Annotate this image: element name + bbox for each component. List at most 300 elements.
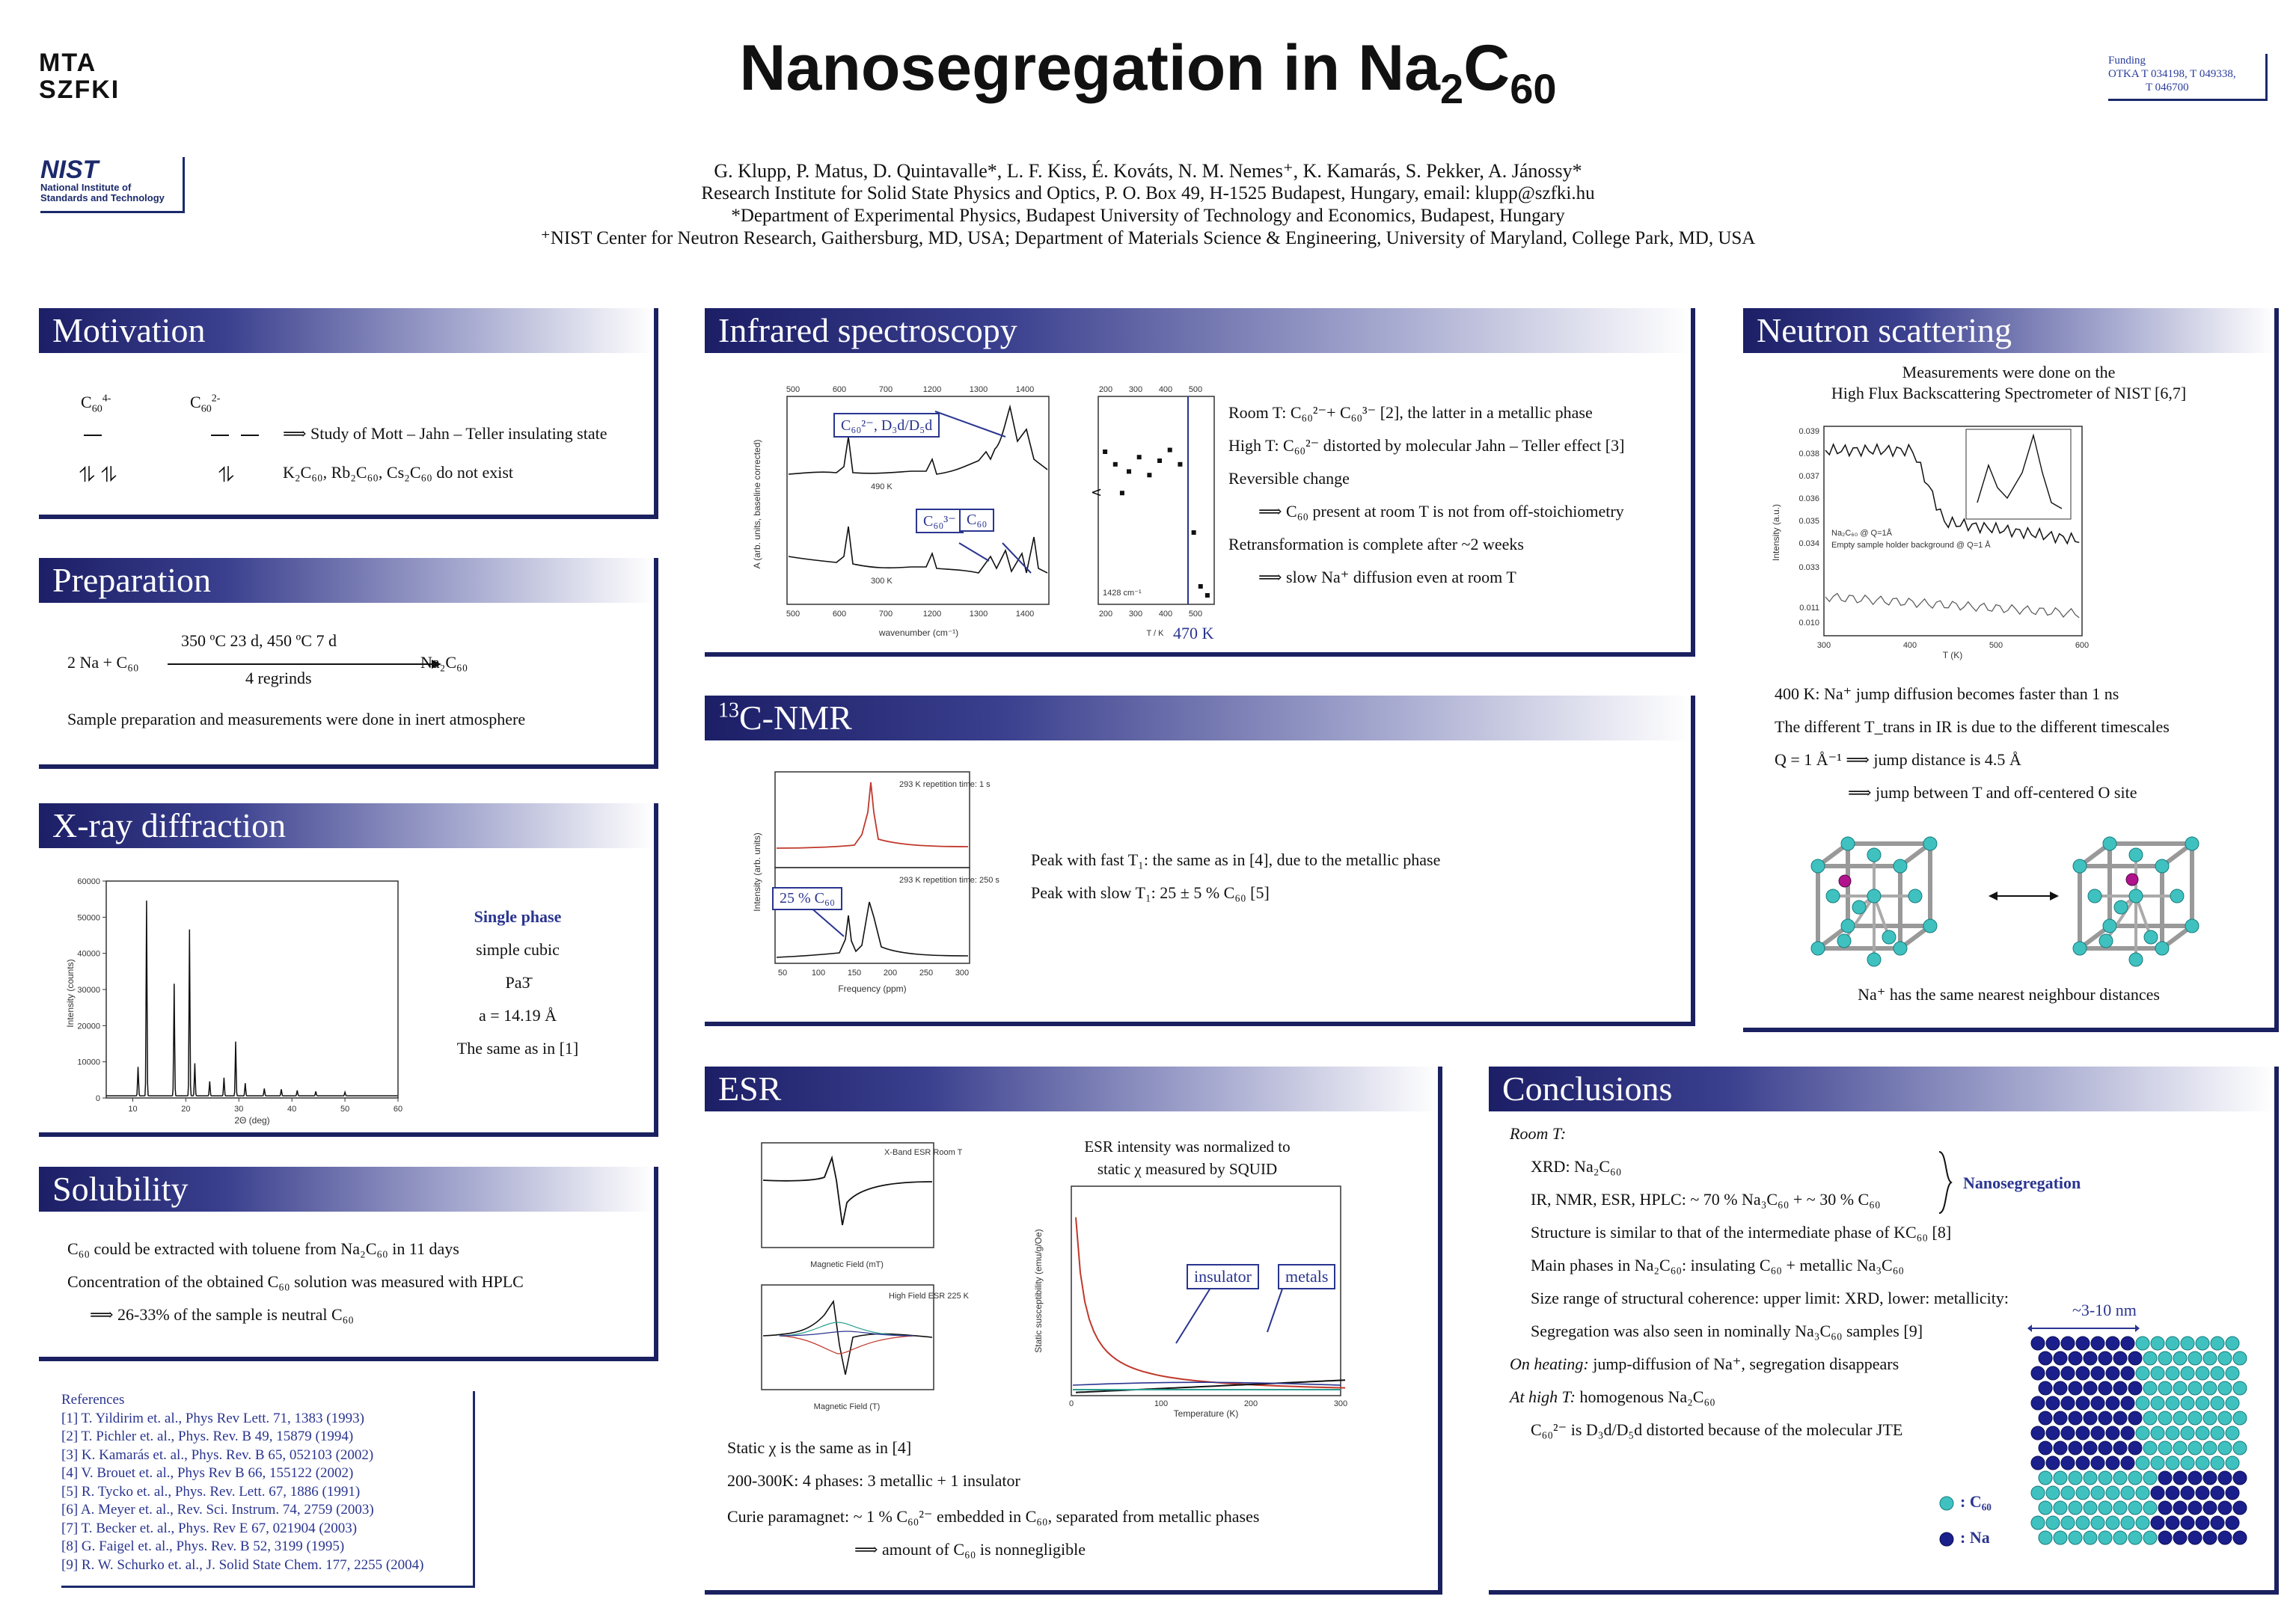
nmr-bottom-label: 293 K repetition time: 250 s: [899, 876, 999, 885]
legend-c60: : C₆₀: [1960, 1492, 1992, 1511]
c60-site: [2151, 1456, 2164, 1470]
c60-site: [2046, 1486, 2060, 1500]
prep-product: Na₂C₆₀: [420, 653, 468, 672]
lattice-legend-dots: [1936, 1493, 1959, 1553]
na-site: [2203, 1501, 2217, 1515]
ir-temp-point: [1103, 450, 1107, 454]
ir-text-4: ⟹ C₆₀ present at room T is not from off-stoichiometry: [1258, 502, 1624, 521]
xrd-xtick: 10: [128, 1105, 138, 1114]
c60-site: [2218, 1381, 2232, 1395]
na-site: [2173, 1501, 2187, 1515]
c60-site: [2211, 1337, 2224, 1350]
c60-site: [2218, 1411, 2232, 1425]
na-site: [2061, 1337, 2075, 1350]
c60-site: [2069, 1531, 2082, 1544]
ir-xtick: 500: [786, 610, 800, 619]
motivation-line1: ⟹ Study of Mott – Jahn – Teller insulating state: [283, 424, 607, 443]
c60-site: [2091, 1486, 2104, 1500]
c60-site: [2233, 1381, 2247, 1395]
ir-temp-point: [1120, 491, 1124, 495]
esr-mt-xlabel: Magnetic Field (mT): [810, 1260, 884, 1269]
esr-text-4: ⟹ amount of C₆₀ is nonnegligible: [854, 1540, 1086, 1559]
nist-logo-sub2: Standards and Technology: [40, 192, 165, 203]
na-site: [2211, 1516, 2224, 1530]
title-sub2: 60: [1510, 65, 1557, 113]
c60-site: [2166, 1396, 2179, 1410]
solubility-panel: [39, 1167, 658, 1361]
c60-ball: [1894, 859, 1907, 873]
xrd-frame: [106, 881, 398, 1098]
c60-site: [2061, 1486, 2075, 1500]
chi-ylabel: Static susceptibility (emu/g/Oe): [1033, 1229, 1044, 1353]
c60-site: [2136, 1396, 2149, 1410]
motivation-heading: Motivation: [39, 308, 654, 353]
ref-item: [3] K. Kamarás et. al., Phys. Rev. B 65, 052103 (2002): [61, 1446, 374, 1463]
xrd-heading: X-ray diffraction: [39, 803, 654, 848]
preparation-panel: [39, 558, 658, 769]
c60-site: [2121, 1516, 2134, 1530]
c60-site: [2181, 1366, 2194, 1380]
c60-ball: [1837, 934, 1851, 948]
c60-ball: [2073, 942, 2087, 955]
chi-frame: [1071, 1186, 1341, 1396]
ref-item: [9] R. W. Schurko et. al., J. Solid State Chem. 177, 2255 (2004): [61, 1556, 424, 1573]
neutron-ylabel: Intensity (a.u.): [1771, 503, 1781, 562]
c60-site: [2158, 1381, 2172, 1395]
xrd-ytick: 50000: [77, 913, 100, 923]
chi-xtick: 200: [1243, 1399, 1258, 1408]
esr-note: ESR intensity was normalized to static χ measured by SQUID: [1084, 1138, 1291, 1178]
c60-ball: [1826, 889, 1840, 903]
c60-site: [2046, 1516, 2060, 1530]
xrd-simple-cubic: simple cubic: [476, 940, 560, 959]
na-site: [2158, 1531, 2172, 1544]
ir-temp-point: [1205, 593, 1210, 598]
na-site: [2084, 1441, 2097, 1455]
na-site: [2113, 1441, 2127, 1455]
neutron-background-series: [1825, 594, 2079, 618]
c60-site: [2098, 1471, 2112, 1485]
c60-site: [2211, 1426, 2224, 1440]
chi-insulator-curve: [1076, 1218, 1345, 1388]
neutron-xlabel: T (K): [1942, 650, 1963, 660]
ir-temp-xlabel: T / K: [1146, 629, 1164, 638]
nmr-slow-peak: [777, 902, 968, 957]
concl-hight: At high T: homogenous Na₂C₆₀: [1510, 1387, 1715, 1406]
xrd-chart: [61, 874, 413, 1128]
xrd-xlabel: 2Θ (deg): [234, 1115, 270, 1126]
c60-site: [2084, 1531, 2097, 1544]
c60-ball: [1882, 930, 1896, 944]
nmr-xtick: 250: [919, 969, 934, 978]
c60-site: [2076, 1486, 2090, 1500]
title-mid: C: [1463, 32, 1510, 104]
na-site: [2121, 1396, 2134, 1410]
ir-xtick-top: 1400: [1015, 385, 1035, 394]
concl-brace: [1936, 1149, 1954, 1216]
neutron-text-2: The different T_trans in IR is due to the different timescales: [1775, 717, 2170, 736]
c60-ball: [2088, 889, 2101, 903]
c60-site: [2218, 1441, 2232, 1455]
chi-xtick: 300: [1333, 1399, 1348, 1408]
neutron-ytick: 0.034: [1798, 539, 1819, 548]
esr-xband-frame: [762, 1143, 934, 1248]
c60-site: [2113, 1471, 2127, 1485]
ref-item: [4] V. Brouet et. al., Phys Rev B 66, 155122 (2002): [61, 1465, 354, 1481]
xrd-ylabel: Intensity (counts): [65, 959, 76, 1028]
xrd-xtick: 60: [393, 1105, 403, 1114]
nmr-xtick: 200: [883, 969, 898, 978]
na-site: [2233, 1471, 2247, 1485]
solubility-heading: Solubility: [39, 1167, 654, 1212]
na-ion: [2126, 874, 2138, 886]
nmr-top-label: 293 K repetition time: 1 s: [899, 780, 991, 789]
c60-site: [2128, 1471, 2142, 1485]
ir-d3d-box: C₆₀²⁻, D₃d/D₅d: [833, 413, 940, 438]
ir-xtick-top: 600: [832, 385, 847, 394]
affiliation-1: Research Institute for Solid State Physics and Optics, P. O. Box 49, H-1525 Budapest, Hungary, email: klupp@szfki.hu: [701, 183, 1595, 203]
c60-site: [2143, 1531, 2157, 1544]
ir-1428-label: 1428 cm⁻¹: [1103, 589, 1142, 598]
na-site: [2151, 1516, 2164, 1530]
ir-temp-point: [1178, 462, 1182, 467]
neutron-ytick: 0.035: [1798, 517, 1819, 526]
ir-temp-point: [1168, 448, 1172, 452]
c60-ball: [1852, 901, 1866, 914]
na-site: [2069, 1352, 2082, 1365]
c60-site: [2084, 1471, 2097, 1485]
concl-jte: C₆₀²⁻ is D₃d/D₅d distorted because of the molecular JTE: [1531, 1420, 1903, 1439]
na-site: [2039, 1411, 2052, 1425]
na-site: [2173, 1471, 2187, 1485]
na-site: [2091, 1426, 2104, 1440]
xrd-xtick: 30: [234, 1105, 244, 1114]
c60-ball: [2170, 889, 2184, 903]
motivation-line2: K₂C₆₀, Rb₂C₆₀, Cs₂C₆₀ do not exist: [283, 463, 514, 482]
na-site: [2128, 1411, 2142, 1425]
na-site: [2158, 1471, 2172, 1485]
c60-site: [2143, 1411, 2157, 1425]
c60-site: [2166, 1426, 2179, 1440]
c60-site: [2233, 1411, 2247, 1425]
na-site: [2061, 1456, 2075, 1470]
neutron-ytick: 0.011: [1799, 604, 1819, 613]
na-site: [2054, 1381, 2067, 1395]
c60-site: [2173, 1381, 2187, 1395]
xrd-ytick: 40000: [77, 949, 100, 959]
orbital-diagram: [69, 428, 293, 495]
c60-site: [2054, 1501, 2067, 1515]
ir-xtick: 1300: [969, 610, 988, 619]
c60-site: [2069, 1471, 2082, 1485]
na-site: [2076, 1366, 2090, 1380]
na-site: [2084, 1411, 2097, 1425]
ir-c603-box: C₆₀³⁻: [916, 509, 964, 533]
na-site: [2233, 1501, 2247, 1515]
ir-temp-xtick: 300: [1128, 610, 1143, 619]
ir-xtick-top: 1300: [969, 385, 988, 394]
na-site: [2218, 1531, 2232, 1544]
ref-item: [2] T. Pichler et. al., Phys. Rev. B 49, 15879 (1994): [61, 1429, 354, 1444]
ir-temp-point: [1137, 455, 1142, 459]
esr-insulator-box: insulator: [1187, 1264, 1259, 1289]
xrd-ytick: 20000: [77, 1022, 100, 1031]
ir-temp-point: [1198, 584, 1203, 589]
xrd-xtick: 20: [181, 1105, 191, 1114]
esr-hf-line: [763, 1301, 932, 1375]
concl-roomt: Room T:: [1510, 1124, 1567, 1143]
nmr-panel: [705, 696, 1695, 1026]
c60-site: [2158, 1411, 2172, 1425]
na-site: [2188, 1471, 2202, 1485]
c60-site: [2211, 1366, 2224, 1380]
concl-nanoseg: Nanosegregation: [1963, 1173, 2081, 1192]
c60-site: [2098, 1531, 2112, 1544]
esr-text-3: Curie paramagnet: ~ 1 % C₆₀²⁻ embedded in C₆₀, separated from metallic phases: [727, 1507, 1260, 1526]
c60-site: [2091, 1516, 2104, 1530]
neutron-ytick: 0.039: [1798, 427, 1819, 436]
prep-reactant: 2 Na + C₆₀: [67, 653, 139, 672]
na-site: [2084, 1352, 2097, 1365]
c60-site: [2233, 1352, 2247, 1365]
logo-line2: SZFKI: [39, 76, 120, 104]
na-site: [2084, 1381, 2097, 1395]
neutron-ytick: 0.038: [1798, 450, 1819, 458]
c60-site: [2069, 1501, 2082, 1515]
c60-site: [2203, 1411, 2217, 1425]
esr-hf-label: High Field ESR 225 K: [889, 1292, 969, 1301]
ref-item: [1] T. Yildirim et. al., Phys Rev Lett. 71, 1383 (1993): [61, 1410, 364, 1426]
funding-label: Funding: [2108, 55, 2146, 67]
ir-xlabel: wavenumber (cm⁻¹): [878, 628, 959, 638]
na-site: [2069, 1441, 2082, 1455]
funding-line3: T 046700: [2146, 82, 2189, 93]
ir-xtick-top: 500: [786, 385, 800, 394]
c60-site: [2039, 1531, 2052, 1544]
c60-site: [2226, 1456, 2239, 1470]
concl-size: Size range of structural coherence: upper limit: XRD, lower: metallicity:: [1531, 1289, 2009, 1307]
c60-site: [2106, 1486, 2119, 1500]
c60-2-label: $C_{60}^{2-}$: [190, 393, 221, 415]
na-site: [2098, 1381, 2112, 1395]
xrd-ytick: 10000: [77, 1058, 100, 1067]
na-site: [2166, 1486, 2179, 1500]
na-site: [2173, 1531, 2187, 1544]
neutron-legend-2: Empty sample holder background @ Q=1 Å: [1831, 541, 1991, 550]
ir-xtick: 600: [832, 610, 847, 619]
na-site: [2196, 1516, 2209, 1530]
na-site: [2106, 1396, 2119, 1410]
na-site: [2211, 1486, 2224, 1500]
na-ion: [1839, 875, 1851, 887]
c60-ball: [1894, 942, 1907, 955]
neutron-inset: [1966, 429, 2071, 519]
concl-segregation: Segregation was also seen in nominally Na₃C₆₀ samples [9]: [1531, 1322, 1923, 1340]
ir-text-5: Retransformation is complete after ~2 weeks: [1228, 535, 1524, 553]
chi-xlabel: Temperature (K): [1173, 1408, 1239, 1419]
na-site: [2181, 1516, 2194, 1530]
na-site: [2046, 1396, 2060, 1410]
c60-ball: [1923, 837, 1937, 850]
na-site: [2128, 1352, 2142, 1365]
c60-site: [2226, 1337, 2239, 1350]
c60-ball: [1908, 889, 1922, 903]
xrd-xtick: 40: [287, 1105, 297, 1114]
esr-xband-label: X-Band ESR Room T: [884, 1148, 963, 1157]
c60-site: [2196, 1396, 2209, 1410]
c60-site: [2188, 1352, 2202, 1365]
c60-site: [2143, 1381, 2157, 1395]
na-site: [2039, 1441, 2052, 1455]
concl-structure: Structure is similar to that of the intermediate phase of KC₆₀ [8]: [1531, 1223, 1952, 1242]
ir-490k-label: 490 K: [871, 482, 893, 491]
na-site: [2113, 1352, 2127, 1365]
na-site: [2046, 1366, 2060, 1380]
na-site: [2106, 1456, 2119, 1470]
c60-ball: [1811, 859, 1825, 873]
c60-ball: [2129, 953, 2143, 966]
nist-logo-sub1: National Institute of: [40, 182, 132, 193]
xrd-lattice: a = 14.19 Å: [478, 1006, 557, 1025]
ir-text-3: Reversible change: [1228, 469, 1350, 488]
references-box: [61, 1391, 475, 1588]
ir-xtick-top: 700: [878, 385, 893, 394]
c60-site: [2151, 1426, 2164, 1440]
c60-site: [2188, 1411, 2202, 1425]
author-list: G. Klupp, P. Matus, D. Quintavalle*, L. F. Kiss, É. Kováts, N. M. Nemes⁺, K. Kamarás, S. Pekker, A. Jánossy*: [714, 160, 1582, 182]
ir-temp-point: [1127, 469, 1131, 473]
conclusions-panel: [1489, 1067, 2279, 1595]
nmr-ylabel: Intensity (arb. units): [752, 832, 762, 912]
c60-site: [2211, 1396, 2224, 1410]
ref-item: [6] A. Meyer et. al., Rev. Sci. Instrum. 74, 2759 (2003): [61, 1502, 374, 1518]
svg-text:⥮: ⥮: [218, 462, 234, 487]
c60-site: [2181, 1456, 2194, 1470]
xrd-single-phase: Single phase: [474, 907, 562, 926]
ref-item: [7] T. Becker et. al., Phys. Rev E 67, 021904 (2003): [61, 1520, 358, 1536]
c60-ball: [2129, 889, 2143, 903]
neutron-intro-1: Measurements were done on the: [1902, 363, 2116, 381]
concl-xrd: XRD: Na₂C₆₀: [1531, 1157, 1622, 1176]
na-site: [2031, 1337, 2045, 1350]
c60-site: [2166, 1366, 2179, 1380]
c60-ball: [2155, 942, 2169, 955]
na-site: [2121, 1426, 2134, 1440]
na-site: [2054, 1411, 2067, 1425]
conclusions-heading: Conclusions: [1489, 1067, 2274, 1111]
c60-site: [2173, 1352, 2187, 1365]
ir-temp-xtick-top: 300: [1128, 385, 1143, 394]
c60-site: [2173, 1441, 2187, 1455]
concl-phases: Main phases in Na₂C₆₀: insulating C₆₀ + metallic Na₃C₆₀: [1531, 1256, 1905, 1274]
esr-text-1: Static χ is the same as in [4]: [727, 1438, 912, 1457]
na-site: [2076, 1337, 2090, 1350]
c60-site: [2054, 1531, 2067, 1544]
c60-ball: [1867, 889, 1881, 903]
c60-site: [2181, 1426, 2194, 1440]
na-site: [2121, 1366, 2134, 1380]
c60-site: [2211, 1456, 2224, 1470]
nmr-xtick: 100: [811, 969, 826, 978]
ref-item: [8] G. Faigel et. al., Phys. Rev. B 52, 3199 (1995): [61, 1538, 345, 1554]
c60-site: [2181, 1396, 2194, 1410]
ref-item: [5] R. Tycko et. al., Phys. Rev. Lett. 67, 1886 (1991): [61, 1483, 361, 1500]
c60-site: [2061, 1516, 2075, 1530]
na-site: [2046, 1337, 2060, 1350]
c60-site: [2203, 1441, 2217, 1455]
solubility-line3: ⟹ 26-33% of the sample is neutral C₆₀: [90, 1305, 354, 1324]
na-site: [2076, 1396, 2090, 1410]
c60-site: [2166, 1337, 2179, 1350]
ir-temp-frame: [1098, 396, 1214, 604]
esr-spectra: [750, 1135, 969, 1435]
c60-site: [2076, 1516, 2090, 1530]
nmr-25pct-box: 25 % C₆₀: [772, 887, 842, 910]
ir-xtick-top: 1200: [922, 385, 942, 394]
ir-temp-xtick: 400: [1158, 610, 1173, 619]
ir-temp-point: [1192, 530, 1196, 535]
na-site: [2061, 1366, 2075, 1380]
nmr-xtick: 300: [955, 969, 970, 978]
prep-conditions-bottom: 4 regrinds: [245, 669, 312, 687]
esr-text-2: 200-300K: 4 phases: 3 metallic + 1 insulator: [727, 1471, 1020, 1490]
nmr-xtick: 50: [777, 969, 788, 978]
c60-site: [2151, 1396, 2164, 1410]
c60-site: [2196, 1337, 2209, 1350]
na-site: [2091, 1456, 2104, 1470]
legend-na: : Na: [1960, 1528, 1990, 1547]
affiliation-2: *Department of Experimental Physics, Budapest University of Technology and Economics, Budapest, Hungary: [731, 206, 1565, 226]
neutron-panel: [1743, 308, 2279, 1032]
xrd-panel: [39, 803, 658, 1137]
neutron-legend-1: Na₂C₆₀ @ Q=1Å: [1831, 529, 1892, 538]
c60-site: [2196, 1366, 2209, 1380]
na-site: [2046, 1456, 2060, 1470]
c60-site: [2113, 1501, 2127, 1515]
na-site: [2121, 1337, 2134, 1350]
ref-heading: References: [61, 1392, 125, 1408]
neutron-ytick: 0.037: [1798, 472, 1819, 481]
na-site: [2128, 1381, 2142, 1395]
c60-site: [2113, 1531, 2127, 1544]
na-site: [2061, 1396, 2075, 1410]
c60-ball: [2129, 848, 2143, 862]
xrd-same-as: The same as in [1]: [456, 1039, 579, 1058]
ir-text-1: Room T: C₆₀²⁻+ C₆₀³⁻ [2], the latter in a metallic phase: [1228, 403, 1593, 422]
na-site: [2054, 1441, 2067, 1455]
na-site: [2039, 1352, 2052, 1365]
neutron-xtick: 600: [2075, 641, 2090, 650]
c60-ball: [2185, 919, 2199, 933]
affiliation-3: ⁺NIST Center for Neutron Research, Gaithersburg, MD, USA; Department of Materials Science & Engineering, University of Maryland, College Park, MD, USA: [540, 228, 1756, 248]
na-site: [2218, 1501, 2232, 1515]
ir-300k-label: 300 K: [871, 577, 893, 586]
na-site: [2098, 1411, 2112, 1425]
ir-panel: [705, 308, 1695, 657]
na-site: [2039, 1381, 2052, 1395]
c60-site: [2188, 1441, 2202, 1455]
na-site: [2098, 1441, 2112, 1455]
neutron-text-3: Q = 1 Å⁻¹ ⟹ jump distance is 4.5 Å: [1775, 750, 2021, 769]
authors-block: [0, 160, 2296, 250]
c60-site: [2098, 1501, 2112, 1515]
neutron-text-5: Na⁺ has the same nearest neighbour distances: [1858, 985, 2160, 1004]
c60-site: [2203, 1352, 2217, 1365]
na-site: [2203, 1531, 2217, 1544]
na-site: [2076, 1426, 2090, 1440]
na-site: [2031, 1396, 2045, 1410]
ir-text-2: High T: C₆₀²⁻ distorted by molecular Jahn – Teller effect [3]: [1228, 436, 1625, 455]
